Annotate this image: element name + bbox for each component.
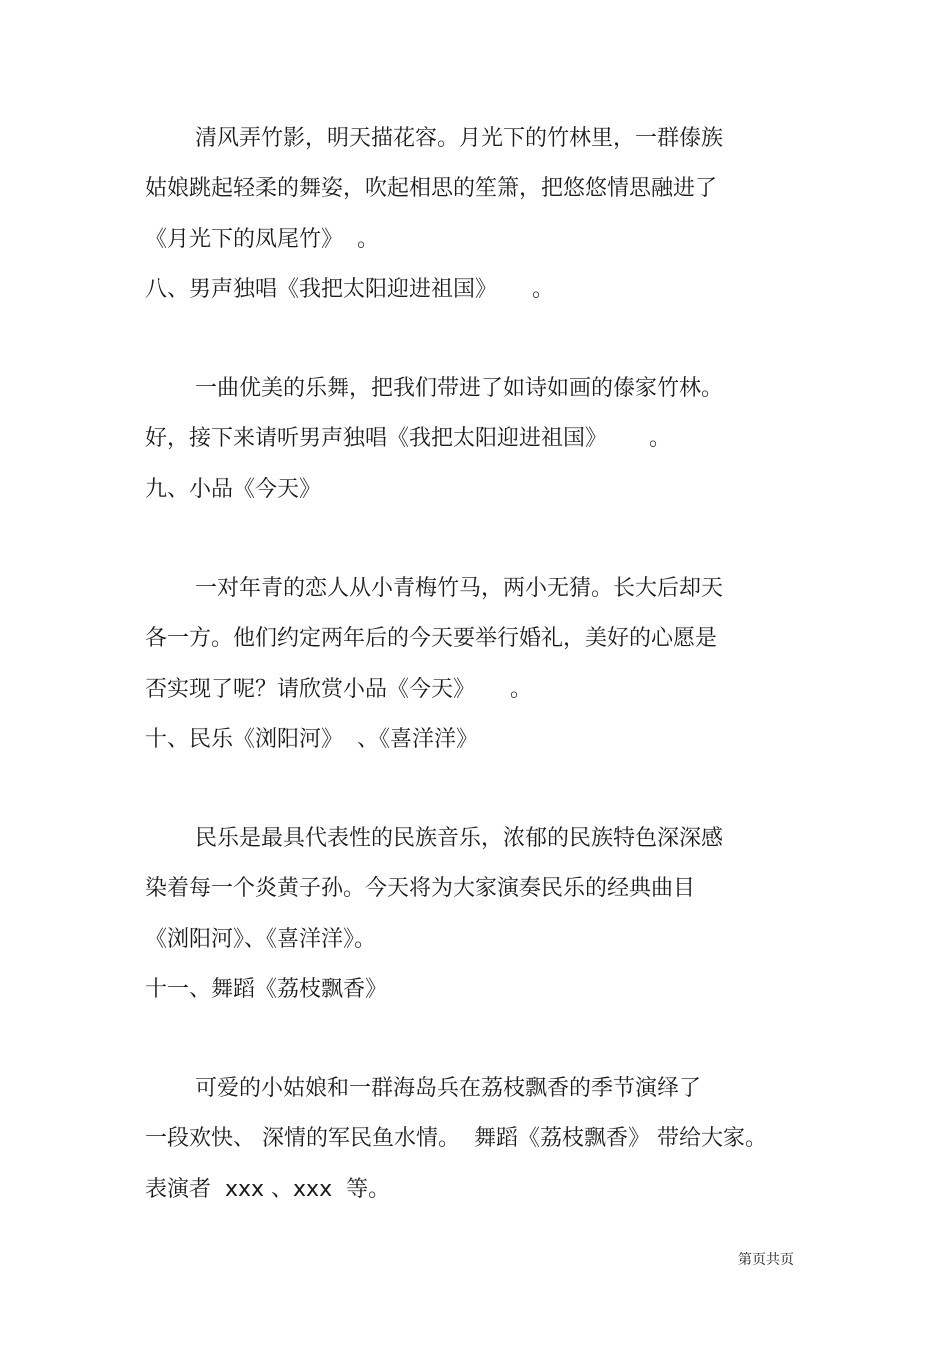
page-footer: 第页共页 <box>738 1252 794 1268</box>
paragraph-line: 好，接下来请听男声独唱《我把太阳迎进祖国》 。 <box>145 426 671 451</box>
paragraph-line: 一段欢快、 深情的军民鱼水情。 舞蹈《荔枝飘香》 带给大家。 <box>145 1126 767 1151</box>
section-heading: 十一、舞蹈《荔枝飘香》 <box>145 977 388 1002</box>
paragraph-line: 《浏阳河》、《喜洋洋》。 <box>145 927 377 952</box>
paragraph-line: 民乐是最具代表性的民族音乐，浓郁的民族特色深深感 <box>195 826 724 851</box>
paragraph-line: 各一方。他们约定两年后的今天要举行婚礼，美好的心愿是 <box>145 626 718 651</box>
paragraph-line: 一对年青的恋人从小青梅竹马，两小无猜。长大后却天 <box>195 576 724 601</box>
paragraph-line: 姑娘跳起轻柔的舞姿，吹起相思的笙箫，把悠悠情思融进了 <box>145 176 718 201</box>
section-heading: 十、民乐《浏阳河》 、《喜洋洋》 <box>145 727 478 752</box>
paragraph-line: 《月光下的凤尾竹》 。 <box>145 227 379 252</box>
section-heading: 八、男声独唱《我把太阳迎进祖国》 。 <box>145 277 554 302</box>
paragraph-line: 可爱的小姑娘和一群海岛兵在荔枝飘香的季节演绎了 <box>195 1076 702 1101</box>
paragraph-line: 清风弄竹影，明天描花容。月光下的竹林里，一群傣族 <box>195 126 724 151</box>
paragraph-line: 一曲优美的乐舞，把我们带进了如诗如画的傣家竹林。 <box>195 376 724 401</box>
paragraph-line: 表演者 xxx 、xxx 等。 <box>145 1177 391 1202</box>
section-heading: 九、小品《今天》 <box>145 477 322 502</box>
paragraph-line: 染着每一个炎黄子孙。今天将为大家演奏民乐的经典曲目 <box>145 876 696 901</box>
paragraph-line: 否实现了呢？请欣赏小品《今天》 。 <box>145 677 532 702</box>
